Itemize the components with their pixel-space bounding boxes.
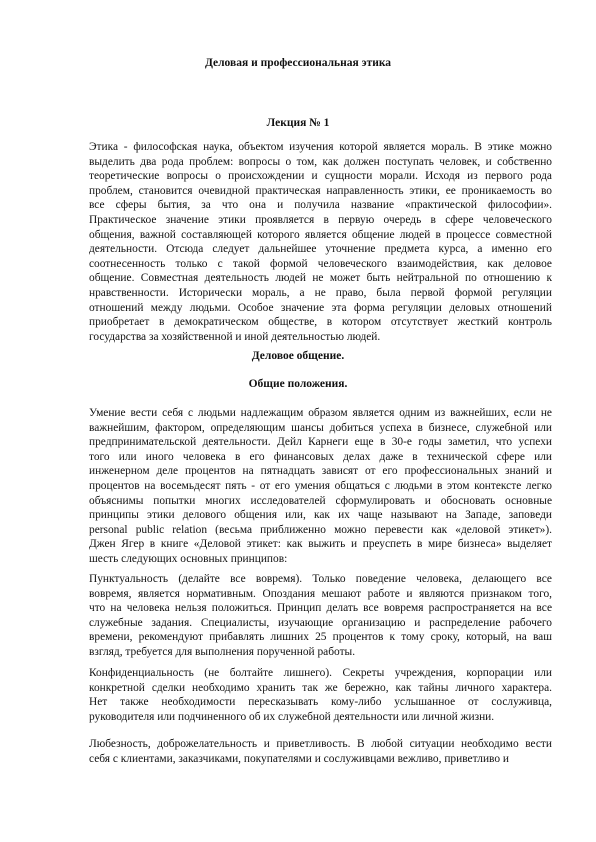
paragraph-line: деятельности. Отсюда следует дальнейшее уточнение предмета курса, а именно его	[89, 243, 552, 256]
paragraph-line: все сферы бытия, за что она и получила название «практической философии».	[89, 199, 552, 212]
paragraph-line: Любезность, доброжелательность и приветливость. В любой ситуации необходимо вести	[89, 738, 552, 750]
paragraph-line: приобретает в демократическом обществе, в котором отсутствует жесткий контроль	[89, 316, 552, 329]
paragraph-line: себя с клиентами, заказчиками, покупателями и сослуживцами вежливо, приветливо и	[89, 752, 509, 765]
paragraph-line: важнейшим, фактором, определяющим шансы добиться успеха в бизнесе, служебной или	[89, 421, 552, 434]
paragraph-line: Конфиденциальность (не болтайте лишнего). Секреты учреждения, корпорации или	[89, 667, 552, 679]
paragraph-line: выделить два рода проблем: вопросы о том, как должен поступать человек, и собственно	[89, 155, 552, 168]
paragraph-line: принципы этики делового общения или, как их чаще называют на Западе, заповеди	[89, 509, 552, 522]
paragraph-confidentiality	[89, 666, 552, 724]
paragraph-line: общения, важной составляющей которого является общение людей в процессе совместной	[89, 228, 552, 241]
paragraph-line: Этика - философская наука, объектом изучения которой является мораль. В этике можно	[89, 141, 552, 153]
document-title: Деловая и профессиональная этика	[204, 57, 392, 69]
paragraph-line: взгляд, требуется для выполнения порученной работы.	[89, 645, 356, 658]
paragraph-line: нравственности. Исторически мораль, а не право, была первой формой регуляции	[89, 286, 552, 299]
paragraph-line: Умение вести себя с людьми надлежащим образом является одним из важнейших, если не	[89, 407, 552, 419]
paragraph-line: конкретной сделки необходимо хранить так же бережно, как тайны личного характера.	[89, 681, 552, 694]
paragraph-line: руководителя или подчиненного об их служебной деятельности или личной жизни.	[89, 710, 495, 723]
paragraph-line: проблем, становится очевидной практическая направленность этики, ее проникаемость во	[89, 184, 552, 197]
paragraph-line: Практическое значение этики проявляется в первую очередь в сфере человеческого	[89, 213, 552, 226]
paragraph-line: объяснимы попытки многих исследователей сформулировать и обосновать основные	[89, 494, 552, 507]
paragraph-line: общение. Совместная деятельность людей не может быть нейтральной по отношению к	[89, 272, 552, 285]
paragraph-line: инженерном деле процентов на пятнадцать зависят от его профессиональных знаний и	[89, 465, 552, 478]
paragraph-punctuality	[89, 572, 552, 660]
paragraph-line: отношений между людьми. Особое значение эта форма регуляции деловых отношений	[89, 301, 552, 314]
paragraph-line: что на человека нельзя положиться. Принцип делать все вовремя распространяется на все	[89, 602, 552, 615]
paragraph-line: предпринимательской деятельности. Дейл Карнеги еще в 30-е годы заметил, что успехи	[89, 436, 552, 449]
paragraph-line: personal public relation (весьма приближенно можно перевести как «деловой этикет»).	[89, 523, 552, 536]
section-heading-business-communication: Деловое общение.	[251, 350, 345, 362]
paragraph-business-communication	[89, 406, 552, 567]
paragraph-line: времени, рекомендуют прибавлять лишних 25 процентов к тому сроку, который, на ваш	[89, 631, 552, 644]
paragraph-line: Нет также необходимости пересказывать кому-либо услышанное от сослуживца,	[89, 696, 552, 709]
section-heading-general-provisions: Общие положения.	[248, 378, 348, 390]
paragraph-line: шесть следующих основных принципов:	[89, 552, 288, 565]
paragraph-line: соотнесенность только с такой формой человеческого взаимодействия, как деловое	[89, 257, 552, 270]
lecture-heading: Лекция № 1	[266, 117, 330, 129]
paragraph-line: Джен Ягер в книге «Деловой этикет: как выжить и преуспеть в мире бизнеса» выделяет	[89, 538, 552, 551]
paragraph-line: государства за хозяйственной и иной деятельностью людей.	[89, 330, 381, 343]
paragraph-courtesy	[89, 737, 552, 766]
paragraph-ethics-intro	[89, 140, 552, 344]
paragraph-line: того или иного человека в его финансовых делах даже в технической сфере или	[89, 450, 552, 463]
paragraph-line: вовремя, является нормативным. Опоздания мешают работе и являются признаком того,	[89, 587, 552, 600]
paragraph-line: теоретические вопросы о происхождении и сущности морали. Исходя из первого рода	[89, 170, 552, 183]
paragraph-line: процентов на восемьдесят пять - от его умения общаться с людьми в этом контексте легко	[89, 479, 552, 492]
paragraph-line: Пунктуальность (делайте все вовремя). Только поведение человека, делающего все	[89, 573, 552, 585]
paragraph-line: служебные задания. Специалисты, изучающие организацию и распределение рабочего	[89, 616, 552, 629]
